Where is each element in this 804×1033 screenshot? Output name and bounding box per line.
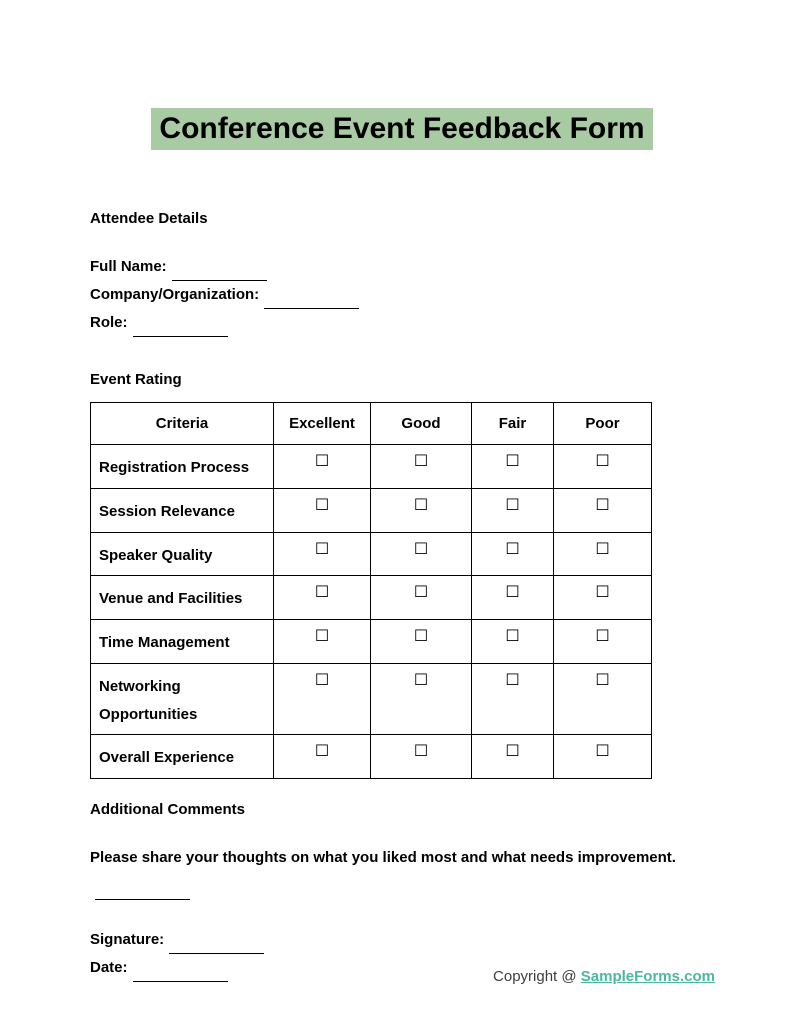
checkbox-icon[interactable]: ☐ (505, 496, 520, 514)
rating-cell (554, 445, 652, 489)
role-field-row (90, 309, 714, 337)
page-title: Conference Event Feedback Form (151, 108, 652, 150)
rating-cell (554, 532, 652, 576)
criteria-label: Session Relevance (91, 488, 274, 532)
checkbox-icon[interactable]: ☐ (595, 496, 610, 514)
rating-cell (371, 735, 472, 779)
checkbox-icon[interactable]: ☐ (505, 743, 520, 761)
checkbox-icon[interactable]: ☐ (505, 671, 520, 689)
full-name-field-row (90, 253, 714, 281)
signature-input-line[interactable] (169, 938, 264, 954)
checkbox-icon[interactable]: ☐ (595, 628, 610, 646)
checkbox-icon[interactable]: ☐ (314, 671, 330, 689)
checkbox-icon[interactable]: ☐ (595, 743, 610, 761)
table-row-time-management (91, 620, 652, 664)
rating-cell (274, 663, 371, 735)
checkbox-icon[interactable]: ☐ (505, 540, 520, 558)
signature-field-row (90, 926, 714, 954)
checkbox-icon[interactable]: ☐ (413, 453, 429, 471)
checkbox-icon[interactable]: ☐ (413, 743, 429, 761)
rating-cell (371, 532, 472, 576)
rating-cell (472, 663, 554, 735)
rating-cell (274, 532, 371, 576)
rating-cell (554, 488, 652, 532)
checkbox-icon[interactable]: ☐ (413, 584, 429, 602)
rating-cell (274, 620, 371, 664)
signature-label: Signature: (90, 931, 165, 949)
column-header-good: Good (371, 403, 472, 445)
column-header-fair: Fair (472, 403, 554, 445)
rating-cell (371, 488, 472, 532)
additional-comments-heading: Additional Comments (90, 801, 246, 819)
table-header-row (91, 403, 652, 445)
comments-prompt-paragraph (90, 844, 710, 900)
attendee-fields (90, 253, 714, 337)
checkbox-icon[interactable]: ☐ (413, 496, 429, 514)
event-rating-heading: Event Rating (90, 371, 182, 389)
rating-cell (554, 663, 652, 735)
checkbox-icon[interactable]: ☐ (595, 540, 610, 558)
sampleforms-link[interactable]: SampleForms.com (580, 968, 715, 985)
checkbox-icon[interactable]: ☐ (505, 584, 520, 602)
role-input-line[interactable] (133, 321, 228, 337)
checkbox-icon[interactable]: ☐ (505, 453, 520, 471)
criteria-label: Overall Experience (91, 735, 274, 779)
checkbox-icon[interactable]: ☐ (413, 671, 429, 689)
rating-cell (554, 620, 652, 664)
checkbox-icon[interactable]: ☐ (314, 496, 330, 514)
column-header-excellent: Excellent (274, 403, 371, 445)
table-row-registration-process (91, 445, 652, 489)
table-row-networking-opportunities (91, 663, 652, 735)
rating-cell (371, 445, 472, 489)
table-row-session-relevance (91, 488, 652, 532)
table-row-overall-experience (91, 735, 652, 779)
rating-cell (472, 735, 554, 779)
checkbox-icon[interactable]: ☐ (595, 671, 610, 689)
rating-cell (554, 735, 652, 779)
rating-cell (274, 735, 371, 779)
copyright-text: Copyright @ (493, 968, 577, 985)
full-name-input-line[interactable] (172, 265, 267, 281)
rating-cell (472, 620, 554, 664)
company-input-line[interactable] (264, 293, 359, 309)
checkbox-icon[interactable]: ☐ (595, 584, 610, 602)
checkbox-icon[interactable]: ☐ (595, 453, 610, 471)
rating-cell (472, 445, 554, 489)
rating-cell (274, 576, 371, 620)
criteria-label: Speaker Quality (91, 532, 274, 576)
event-rating-table (90, 402, 652, 779)
criteria-label: Time Management (91, 620, 274, 664)
checkbox-icon[interactable]: ☐ (314, 628, 330, 646)
criteria-label: Venue and Facilities (91, 576, 274, 620)
column-header-criteria: Criteria (91, 403, 274, 445)
rating-cell (371, 663, 472, 735)
footer (493, 968, 715, 985)
checkbox-icon[interactable]: ☐ (314, 743, 330, 761)
comments-prompt-text: Please share your thoughts on what you liked most and what needs improvement. (90, 849, 676, 867)
date-label: Date: (90, 959, 128, 977)
company-label: Company/Organization: (90, 286, 260, 304)
checkbox-icon[interactable]: ☐ (505, 628, 520, 646)
rating-cell (554, 576, 652, 620)
checkbox-icon[interactable]: ☐ (314, 584, 330, 602)
checkbox-icon[interactable]: ☐ (413, 540, 429, 558)
comments-input-line[interactable] (95, 884, 190, 900)
rating-cell (371, 620, 472, 664)
criteria-label: Registration Process (91, 445, 274, 489)
role-label: Role: (90, 314, 128, 332)
rating-cell (371, 576, 472, 620)
table-row-speaker-quality (91, 532, 652, 576)
table-row-venue-and-facilities (91, 576, 652, 620)
title-container (90, 0, 714, 170)
date-input-line[interactable] (133, 966, 228, 982)
rating-cell (472, 488, 554, 532)
full-name-label: Full Name: (90, 258, 167, 276)
attendee-details-heading: Attendee Details (90, 210, 208, 228)
rating-cell (472, 576, 554, 620)
rating-cell (274, 445, 371, 489)
checkbox-icon[interactable]: ☐ (314, 540, 330, 558)
column-header-poor: Poor (554, 403, 652, 445)
checkbox-icon[interactable]: ☐ (413, 628, 429, 646)
company-field-row (90, 281, 714, 309)
checkbox-icon[interactable]: ☐ (314, 453, 330, 471)
rating-cell (472, 532, 554, 576)
rating-cell (274, 488, 371, 532)
criteria-label: Networking Opportunities (91, 663, 274, 735)
